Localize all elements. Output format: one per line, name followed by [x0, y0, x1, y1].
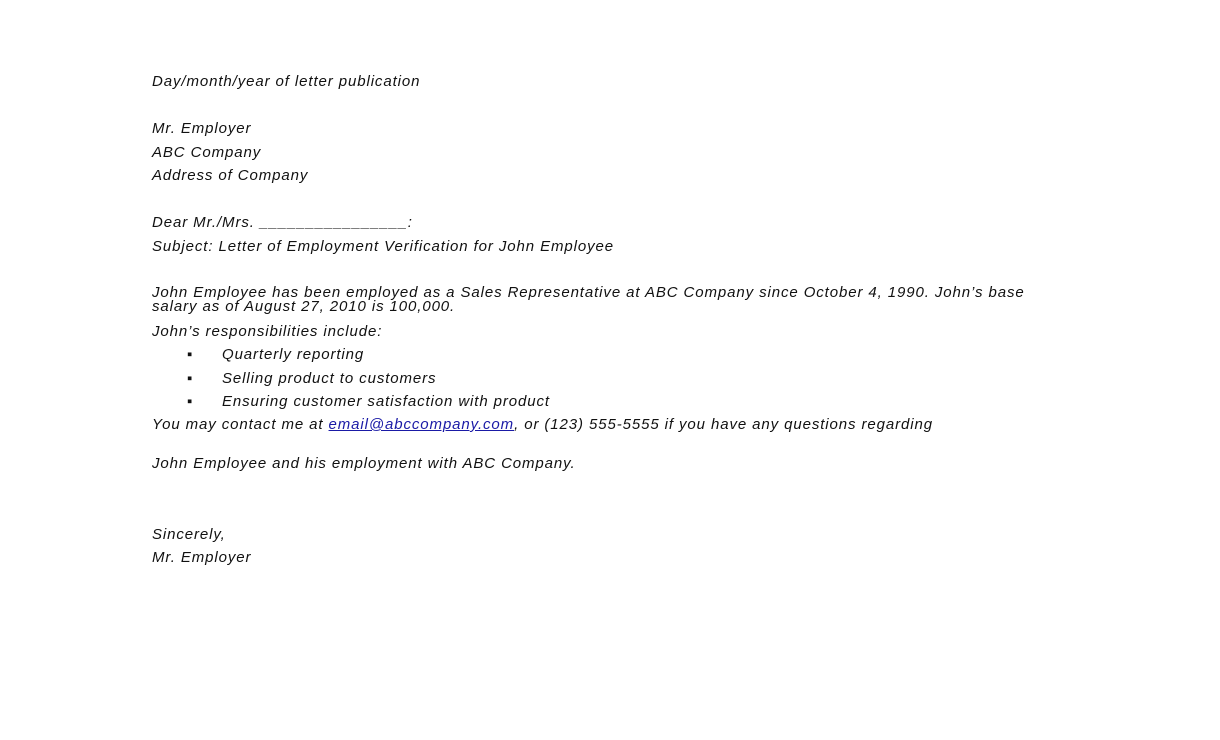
email-link[interactable]: email@abccompany.com	[328, 416, 515, 433]
recipient-address: Address of Company	[152, 167, 309, 184]
responsibility-item: Ensuring customer satisfaction with product	[222, 393, 550, 410]
contact-paragraph	[152, 418, 1052, 432]
recipient-company: ABC Company	[152, 144, 262, 161]
contact-prefix: You may contact me at	[152, 416, 329, 433]
letter-date: Day/month/year of letter publication	[152, 73, 421, 90]
contact-suffix: , or (123) 555-5555 if you have any questions regarding	[514, 416, 933, 433]
salutation: Dear Mr./Mrs. ________________:	[152, 214, 413, 231]
recipient-name: Mr. Employer	[152, 120, 252, 137]
responsibilities-intro: John’s responsibilities include:	[152, 323, 383, 340]
bullet-marker: ▪	[187, 370, 194, 387]
bullet-marker: ▪	[187, 346, 194, 363]
responsibility-item: Selling product to customers	[222, 370, 437, 387]
body-paragraph: John Employee has been employed as a Sales Representative at ABC Company since October 4, 1990. John’s base salary as of August 27, 2010 is 100,000.	[152, 284, 1025, 315]
responsibility-item: Quarterly reporting	[222, 346, 365, 363]
closing: Sincerely,	[152, 526, 226, 543]
bullet-marker: ▪	[187, 393, 194, 410]
contact-continuation: John Employee and his employment with ABC Company.	[152, 455, 576, 472]
signature: Mr. Employer	[152, 549, 252, 566]
subject-line: Subject: Letter of Employment Verification for John Employee	[152, 238, 614, 255]
